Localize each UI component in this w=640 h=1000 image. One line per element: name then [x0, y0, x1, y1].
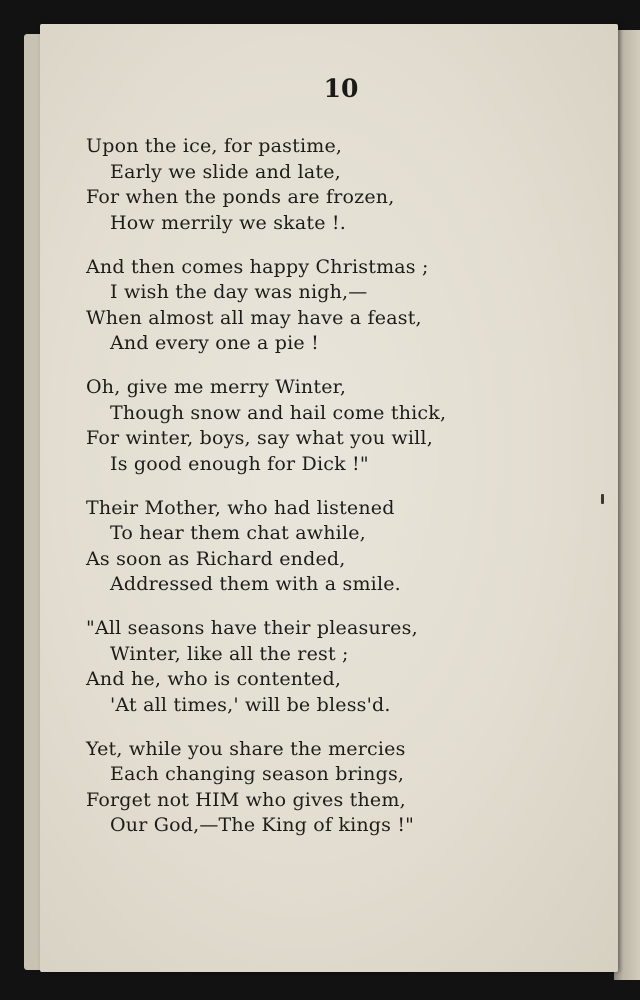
poem-line: To hear them chat awhile,: [110, 522, 366, 544]
poem-line: I wish the day was nigh,—: [110, 281, 368, 303]
poem-line: Oh, give me merry Winter,: [86, 376, 347, 398]
poem-line: Is good enough for Dick !": [110, 452, 369, 475]
poem-line: As soon as Richard ended,: [86, 547, 346, 570]
poem-line: Our God,—The King of kings !": [110, 814, 415, 836]
poem-line: Upon the ice, for pastime,: [86, 135, 343, 157]
poem-line: When almost all may have a feast,: [86, 306, 422, 329]
stanza: [86, 375, 606, 477]
poem-line: Each changing season brings,: [110, 763, 405, 785]
poem-line: Though snow and hail come thick,: [110, 401, 447, 424]
poem-line: Yet, while you share the mercies: [86, 737, 406, 760]
print-mark: [601, 494, 604, 504]
poem-line: For when the ponds are frozen,: [86, 186, 395, 208]
stanza: [86, 616, 606, 718]
stanza: [86, 496, 606, 598]
poem-line: Forget not HIM who gives them,: [86, 788, 406, 811]
poem-line: And every one a pie !: [110, 332, 319, 354]
book-page: [40, 24, 618, 972]
page-number: 10: [323, 74, 359, 103]
poem-line: Early we slide and late,: [110, 160, 341, 183]
poem-text: [86, 134, 606, 857]
stanza: [86, 737, 606, 839]
poem-line: Addressed them with a smile.: [110, 573, 401, 595]
poem-line: "All seasons have their pleasures,: [86, 617, 418, 639]
poem-line: Winter, like all the rest ;: [110, 642, 349, 665]
stanza: [86, 255, 606, 357]
poem-line: How merrily we skate !.: [110, 211, 346, 234]
poem-line: Their Mother, who had listened: [86, 496, 395, 519]
poem-line: 'At all times,' will be bless'd.: [110, 693, 391, 716]
poem-line: And then comes happy Christmas ;: [86, 255, 429, 278]
poem-line: And he, who is contented,: [86, 668, 342, 690]
stanza: [86, 134, 606, 236]
poem-line: For winter, boys, say what you will,: [86, 427, 433, 449]
